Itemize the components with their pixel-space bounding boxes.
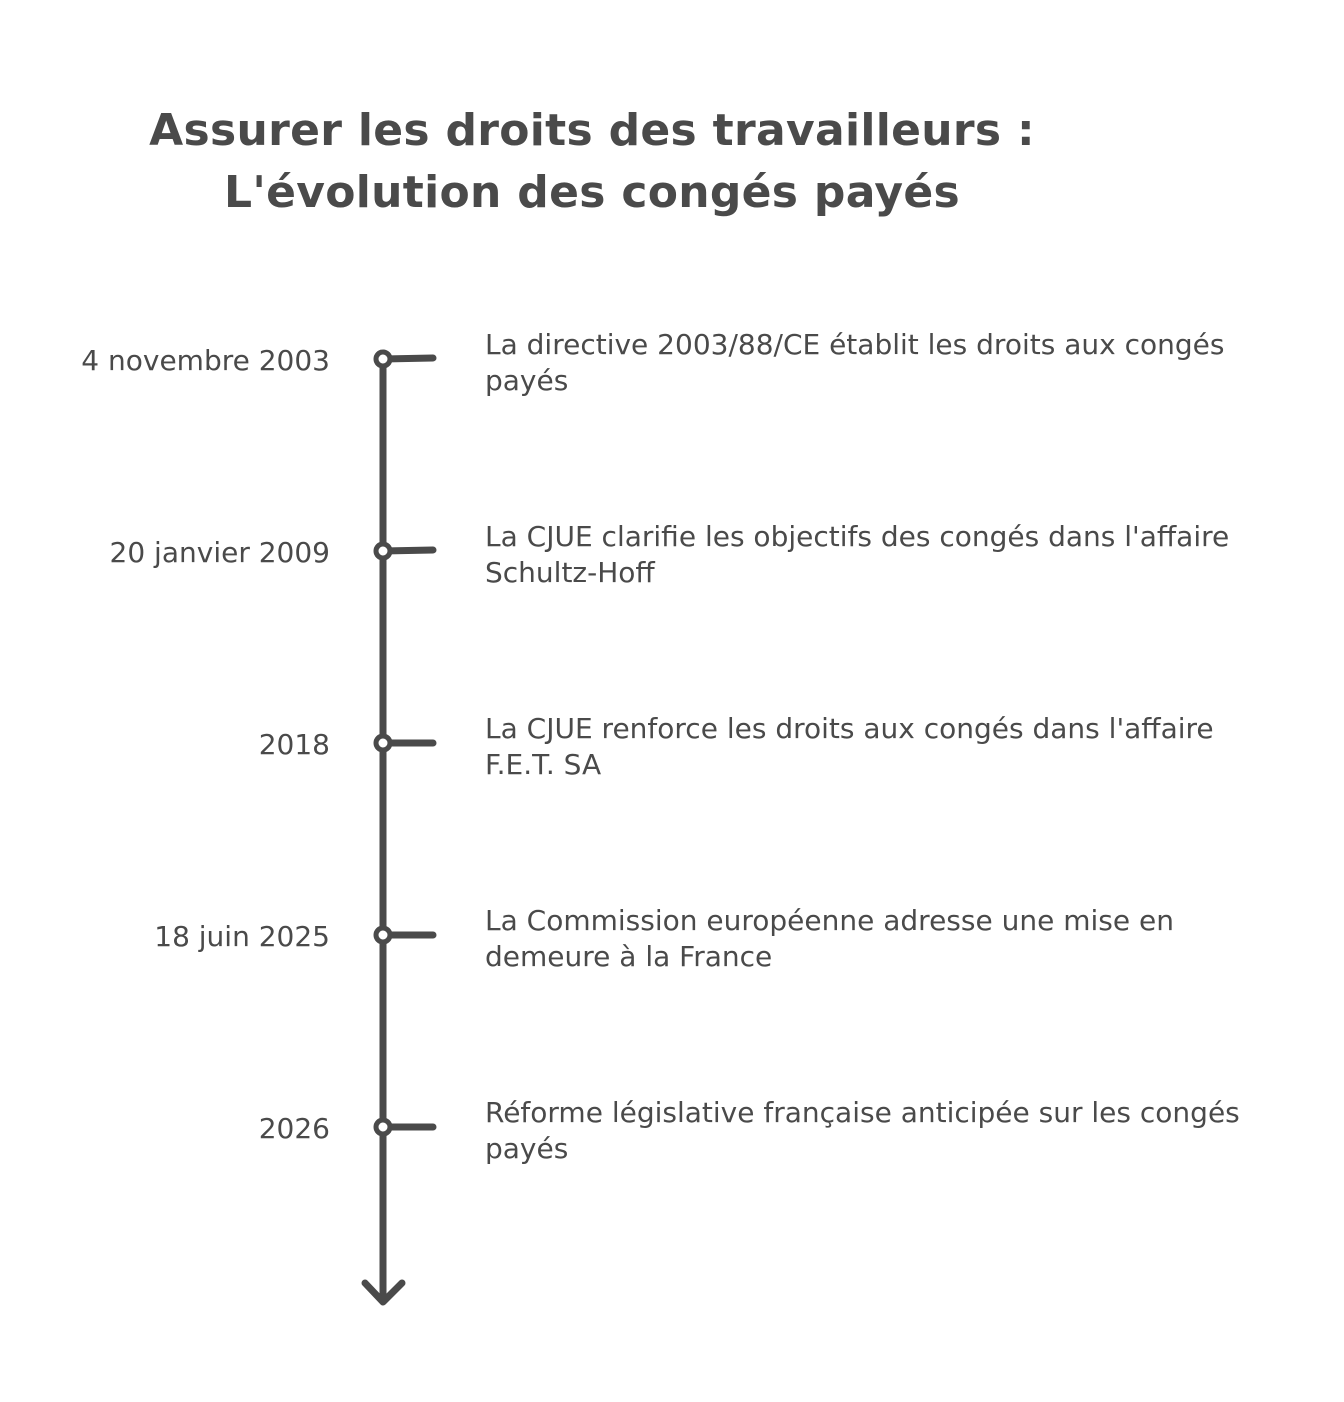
timeline-marker-5: [376, 1120, 433, 1134]
event-description: Réforme législative française anticipée sur les congés payés: [485, 1096, 1240, 1165]
event-date: 20 janvier 2009: [109, 536, 330, 569]
event-description: La CJUE renforce les droits aux congés dans l'affaire F.E.T. SA: [485, 712, 1214, 781]
title-line-1: Assurer les droits des travailleurs :: [149, 105, 1035, 156]
event-description: La directive 2003/88/CE établit les droits aux congés payés: [485, 328, 1225, 397]
title-line-2: L'évolution des congés payés: [224, 167, 960, 218]
event-date: 4 novembre 2003: [81, 344, 330, 377]
timeline-marker-4: [376, 928, 433, 942]
event-date: 2026: [258, 1112, 330, 1145]
timeline-axis: [383, 359, 384, 1300]
timeline-marker-3: [376, 736, 433, 750]
event-description: La CJUE clarifie les objectifs des congés dans l'affaire Schultz-Hoff: [485, 520, 1230, 589]
event-description: La Commission européenne adresse une mise en demeure à la France: [485, 904, 1174, 973]
event-date: 2018: [258, 728, 330, 761]
timeline-marker-2: [376, 544, 433, 558]
event-date: 18 juin 2025: [154, 920, 330, 953]
timeline-marker-1: [376, 352, 433, 366]
